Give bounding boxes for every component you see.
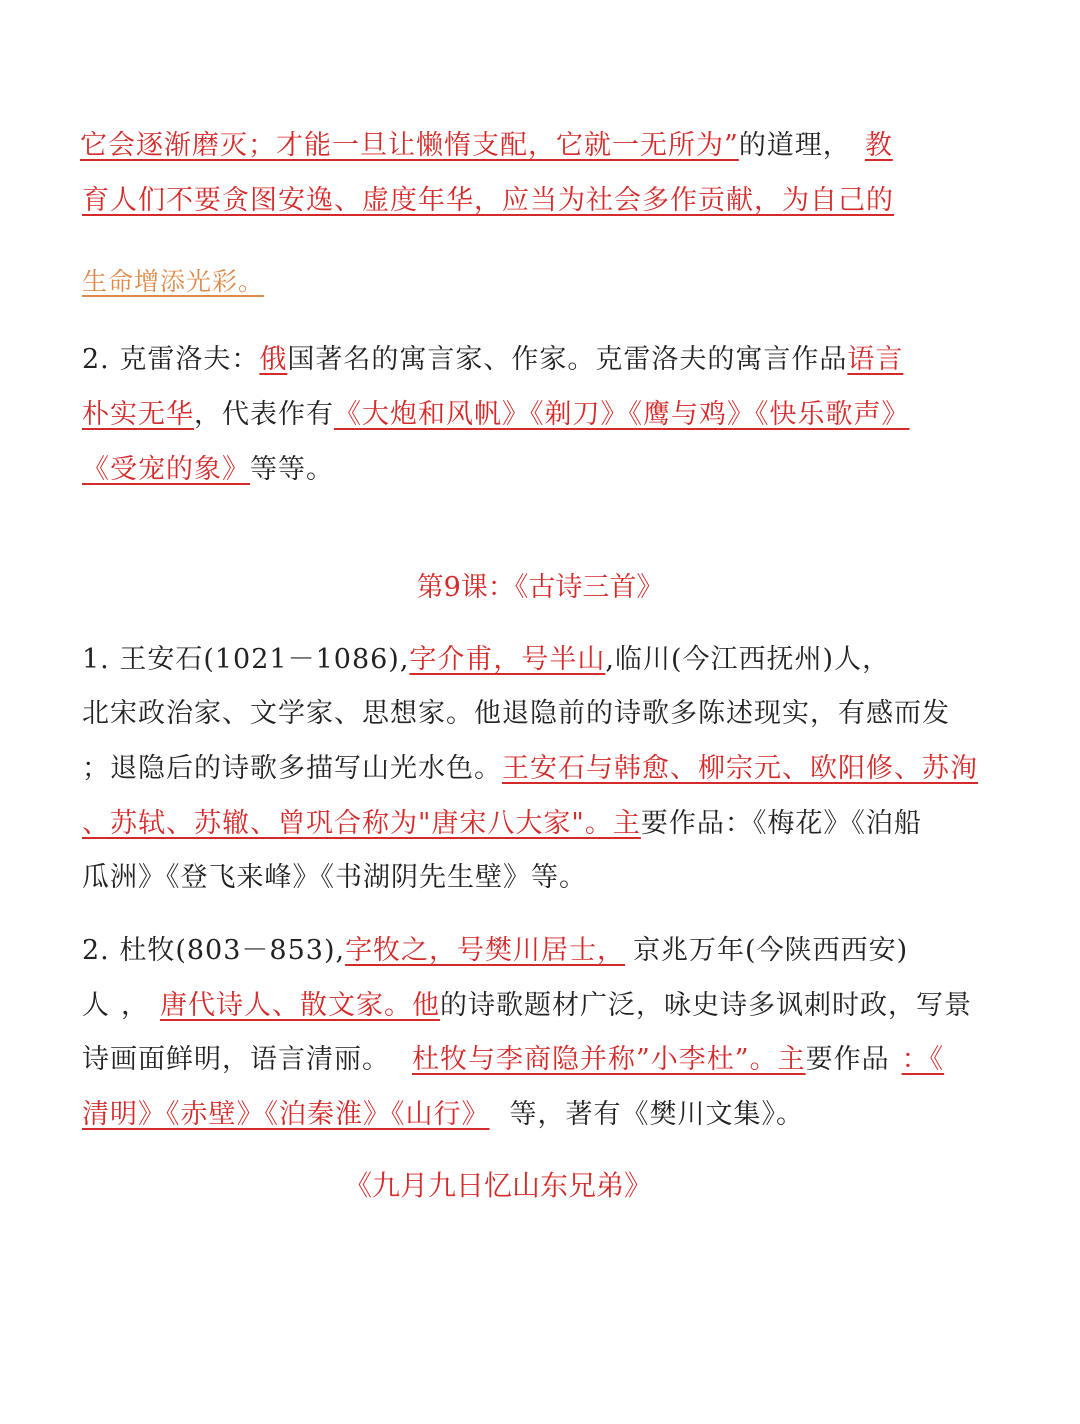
- highlight-text: ：《: [901, 1044, 945, 1075]
- paragraph-line-2: [82, 181, 894, 221]
- krylov-line-1: [82, 340, 903, 380]
- highlight-text: 、苏轼、苏辙、曾巩合称为"唐宋八大家"。主: [82, 808, 641, 839]
- highlight-text: 唐代诗人、散文家。他: [160, 990, 440, 1021]
- plain-text: 人，: [82, 990, 160, 1021]
- du-line-4: [82, 1095, 804, 1135]
- plain-text: 1. 王安石(1021－1086),: [82, 644, 410, 675]
- plain-text: 国著名的寓言家、作家。克雷洛夫的寓言作品: [287, 344, 848, 375]
- plain-text: ，代表作有: [194, 399, 334, 430]
- plain-text: 要作品：《梅花》《泊船: [640, 808, 922, 839]
- wang-line-5: [82, 858, 587, 898]
- paragraph-line-3: [82, 262, 300, 302]
- plain-text: ；退隐后的诗歌多描写山光水色。: [82, 753, 502, 784]
- plain-text: 的道理，: [738, 130, 851, 161]
- wang-line-1: [82, 640, 890, 680]
- highlight-text: 清明》《赤壁》《泊秦淮》《山行》: [82, 1099, 490, 1130]
- highlight-text: 它会逐渐磨灭；才能一旦让懒惰支配，它就一无所为”: [80, 130, 739, 161]
- plain-text: ,临川(今江西抚州)人，: [605, 644, 891, 675]
- plain-text: 北宋政治家、文学家、思想家。他退隐前的诗歌多陈述现实，有感而发: [82, 698, 950, 729]
- highlight-text: 《大炮和风帆》《剃刀》《鹰与鸡》《快乐歌声》: [334, 399, 910, 430]
- plain-text: 的诗歌题材广泛，咏史诗多讽刺时政，写景: [440, 990, 972, 1021]
- plain-text: 京兆万年(今陕西西安): [633, 935, 909, 966]
- highlight-text: 字介甫，号半山: [409, 644, 606, 675]
- krylov-line-3: [82, 450, 334, 490]
- plain-text: 等等。: [250, 454, 334, 485]
- du-line-3: [82, 1040, 944, 1080]
- plain-text: 2. 克雷洛夫：: [82, 344, 260, 375]
- poem-title: 《九月九日忆山东兄弟》: [343, 1169, 652, 1202]
- du-line-2: [82, 986, 972, 1026]
- krylov-line-2: [82, 395, 910, 435]
- highlight-text: 杜牧与李商隐并称”小李杜”。主: [412, 1044, 806, 1075]
- highlight-text: 王安石与韩愈、柳宗元、欧阳修、苏洵: [502, 753, 978, 784]
- wang-line-3: [82, 749, 978, 789]
- du-line-1: [82, 931, 908, 971]
- wang-line-2: [82, 694, 950, 734]
- highlight-text: 教: [864, 130, 893, 161]
- wang-line-4: [82, 804, 922, 844]
- highlight-text: 生命增添光彩。: [82, 267, 265, 296]
- plain-text: 等，著有《樊川文集》。: [509, 1099, 804, 1130]
- paragraph-line-1: [80, 126, 893, 166]
- highlight-text: 育人们不要贪图安逸、虚度年华，应当为社会多作贡献，为自己的: [82, 185, 894, 216]
- highlight-text: 朴实无华: [82, 399, 194, 430]
- plain-text: 瓜洲》《登飞来峰》《书湖阴先生壁》等。: [82, 862, 587, 893]
- highlight-text: 俄: [259, 344, 288, 375]
- highlight-text: 《受宠的象》: [82, 454, 250, 485]
- plain-text: 诗画面鲜明，语言清丽。: [82, 1044, 390, 1075]
- plain-text: 2. 杜牧(803－853),: [82, 935, 346, 966]
- lesson-title: 第9课：《古诗三首》: [416, 572, 664, 603]
- highlight-text: 语言: [847, 344, 904, 375]
- plain-text: 要作品: [805, 1044, 890, 1075]
- highlight-text: 字牧之，号樊川居士，: [345, 935, 626, 966]
